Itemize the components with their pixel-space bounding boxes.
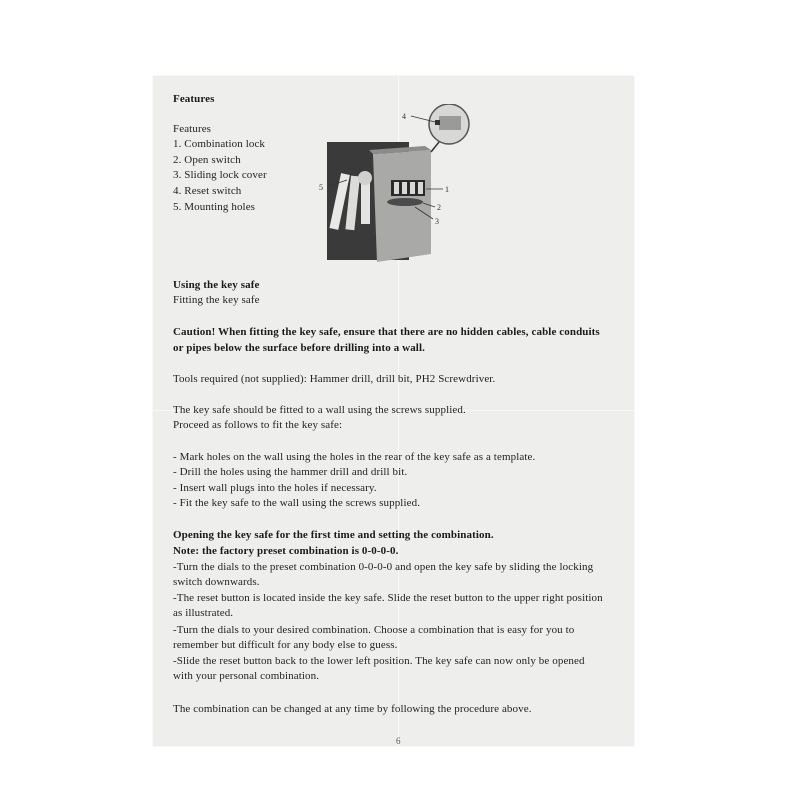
- opening-line: -The reset button is located inside the key safe. Slide the reset button to the upper right position: [173, 592, 603, 604]
- fitting-intro: Proceed as follows to fit the key safe:: [173, 419, 343, 431]
- fitting-step: - Insert wall plugs into the holes if necessary.: [173, 482, 377, 494]
- instruction-sheet: [153, 76, 634, 746]
- features-heading: Features: [173, 93, 215, 105]
- fitting-step: - Drill the holes using the hammer drill and drill bit.: [173, 466, 408, 478]
- opening-heading: Opening the key safe for the first time and setting the combination.: [173, 529, 494, 541]
- tools-required: Tools required (not supplied): Hammer drill, drill bit, PH2 Screwdriver.: [173, 373, 496, 385]
- opening-line: with your personal combination.: [173, 670, 320, 682]
- features-subheading: Features: [173, 123, 212, 135]
- feature-item: 3. Sliding lock cover: [173, 169, 267, 181]
- callout-4: 4: [402, 112, 406, 121]
- fitting-step: - Fit the key safe to the wall using the screws supplied.: [173, 497, 421, 509]
- feature-item: 4. Reset switch: [173, 185, 242, 197]
- feature-item: 1. Combination lock: [173, 138, 266, 150]
- caution-text: or pipes below the surface before drilling into a wall.: [173, 342, 425, 354]
- callout-1: 1: [445, 185, 449, 194]
- fitting-intro: The key safe should be fitted to a wall using the screws supplied.: [173, 404, 466, 416]
- opening-line: remember but difficult for any body else to guess.: [173, 639, 398, 651]
- opening-line: -Turn the dials to the preset combination 0-0-0-0 and open the key safe by sliding the locking: [173, 561, 594, 573]
- opening-line: switch downwards.: [173, 576, 260, 588]
- using-subheading: Fitting the key safe: [173, 294, 260, 306]
- opening-line: as illustrated.: [173, 607, 234, 619]
- preset-note: Note: the factory preset combination is 0-0-0-0.: [173, 545, 399, 557]
- feature-item: 2. Open switch: [173, 154, 241, 166]
- page-number: 6: [396, 736, 401, 746]
- caution-text: Caution! When fitting the key safe, ensure that there are no hidden cables, cable conduits: [173, 326, 600, 338]
- callout-5: 5: [319, 183, 323, 192]
- feature-item: 5. Mounting holes: [173, 201, 256, 213]
- callout-2: 2: [437, 203, 441, 212]
- opening-line: -Turn the dials to your desired combination. Choose a combination that is easy for you to: [173, 624, 575, 636]
- fitting-step: - Mark holes on the wall using the holes in the rear of the key safe as a template.: [173, 451, 536, 463]
- callout-3: 3: [435, 217, 439, 226]
- using-heading: Using the key safe: [173, 279, 260, 291]
- closing-note: The combination can be changed at any time by following the procedure above.: [173, 703, 532, 715]
- key-safe-illustration: [311, 104, 476, 274]
- opening-line: -Slide the reset button back to the lower left position. The key safe can now only be opened: [173, 655, 585, 667]
